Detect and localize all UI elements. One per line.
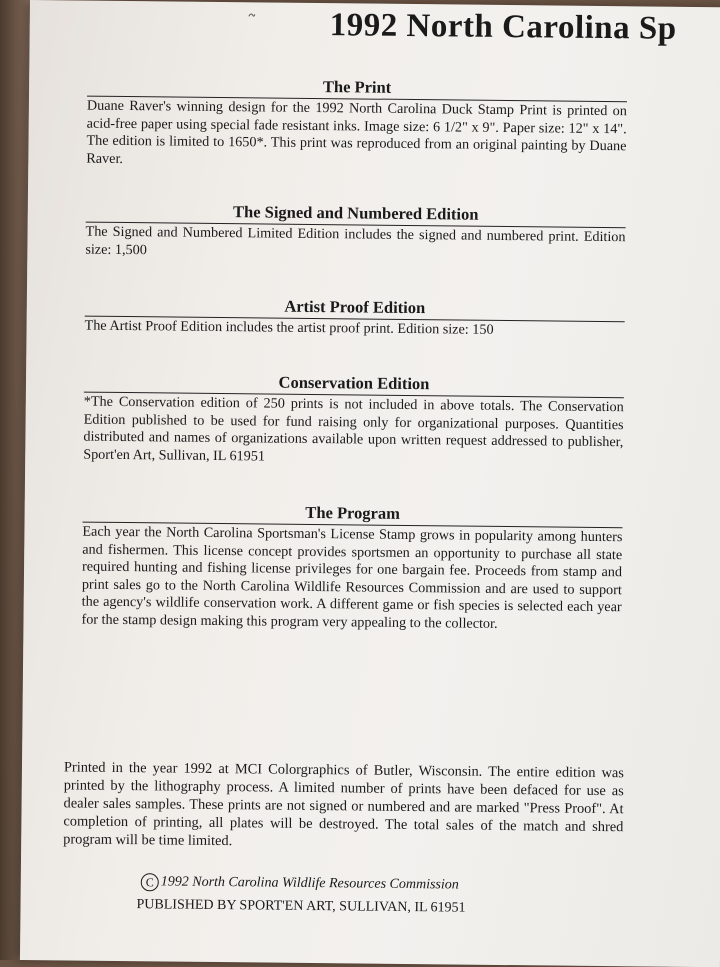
copyright-text: 1992 North Carolina Wildlife Resources Commission	[160, 874, 459, 893]
section-body: Duane Raver's winning design for the 1992 North Carolina Duck Stamp Print is printed on acid-free paper using special fade resistant inks. Image size: 6 1/2" x 9". Paper size: 12" x 14". The edition is limited to 1650*. This print was reproduced from an original painting by Duane Raver.	[86, 97, 627, 167]
section-body: *The Conservation edition of 250 prints is not included in above totals. The Conservation Edition published to be used for fund raising only for organizational purposes. Quantities distributed and names of organizations available upon written request addressed to publisher, Sport'en Art, Sullivan, IL 61951	[83, 393, 624, 465]
section-conservation	[83, 371, 624, 470]
publisher-line: PUBLISHED BY SPORT'EN ART, SULLIVAN, IL 61951	[136, 897, 466, 916]
document-title: 1992 North Carolina Sp	[329, 7, 677, 47]
section-heading: The Program	[83, 501, 623, 529]
paper-speck	[248, 12, 256, 18]
section-signed-numbered	[85, 201, 626, 265]
section-heading: Artist Proof Edition	[85, 295, 625, 323]
printing-notice: Printed in the year 1992 at MCI Colorgraphics of Butler, Wisconsin. The entire edition was printed by the lithography process. A limited number of prints have been defaced for use as dealer sales samples. These prints are not signed or numbered and are marked "Press Proof". At completion of printing, all plates will be destroyed. The total sales of the match and shred program will be time limited.	[63, 759, 625, 850]
section-body: The Signed and Numbered Limited Edition includes the signed and numbered print. Edition size: 1,500	[85, 223, 626, 258]
section-body: Each year the North Carolina Sportsman's License Stamp grows in popularity among hunters and fishermen. This license concept provides sportsmen an opportunity to purchase all state required hunting and fishing license privileges for one bargain fee. Proceeds from stamp and print sales go to the North Carolina Wildlife Resources Commission and are used to support the agency's wildlife conservation work. A different game or fish species is selected each year for the stamp design making this program very appealing to the collector.	[81, 523, 623, 632]
section-artist-proof	[84, 295, 624, 341]
section-body: The Artist Proof Edition includes the artist proof print. Edition size: 150	[84, 317, 494, 338]
section-heading: The Signed and Numbered Edition	[86, 201, 626, 229]
section-heading: Conservation Edition	[84, 371, 624, 399]
section-program	[81, 501, 622, 635]
copyright-icon: C	[141, 873, 159, 891]
section-heading: The Print	[87, 75, 627, 103]
copyright-line	[141, 873, 459, 894]
section-the-print	[86, 75, 627, 174]
document-page	[20, 0, 720, 967]
